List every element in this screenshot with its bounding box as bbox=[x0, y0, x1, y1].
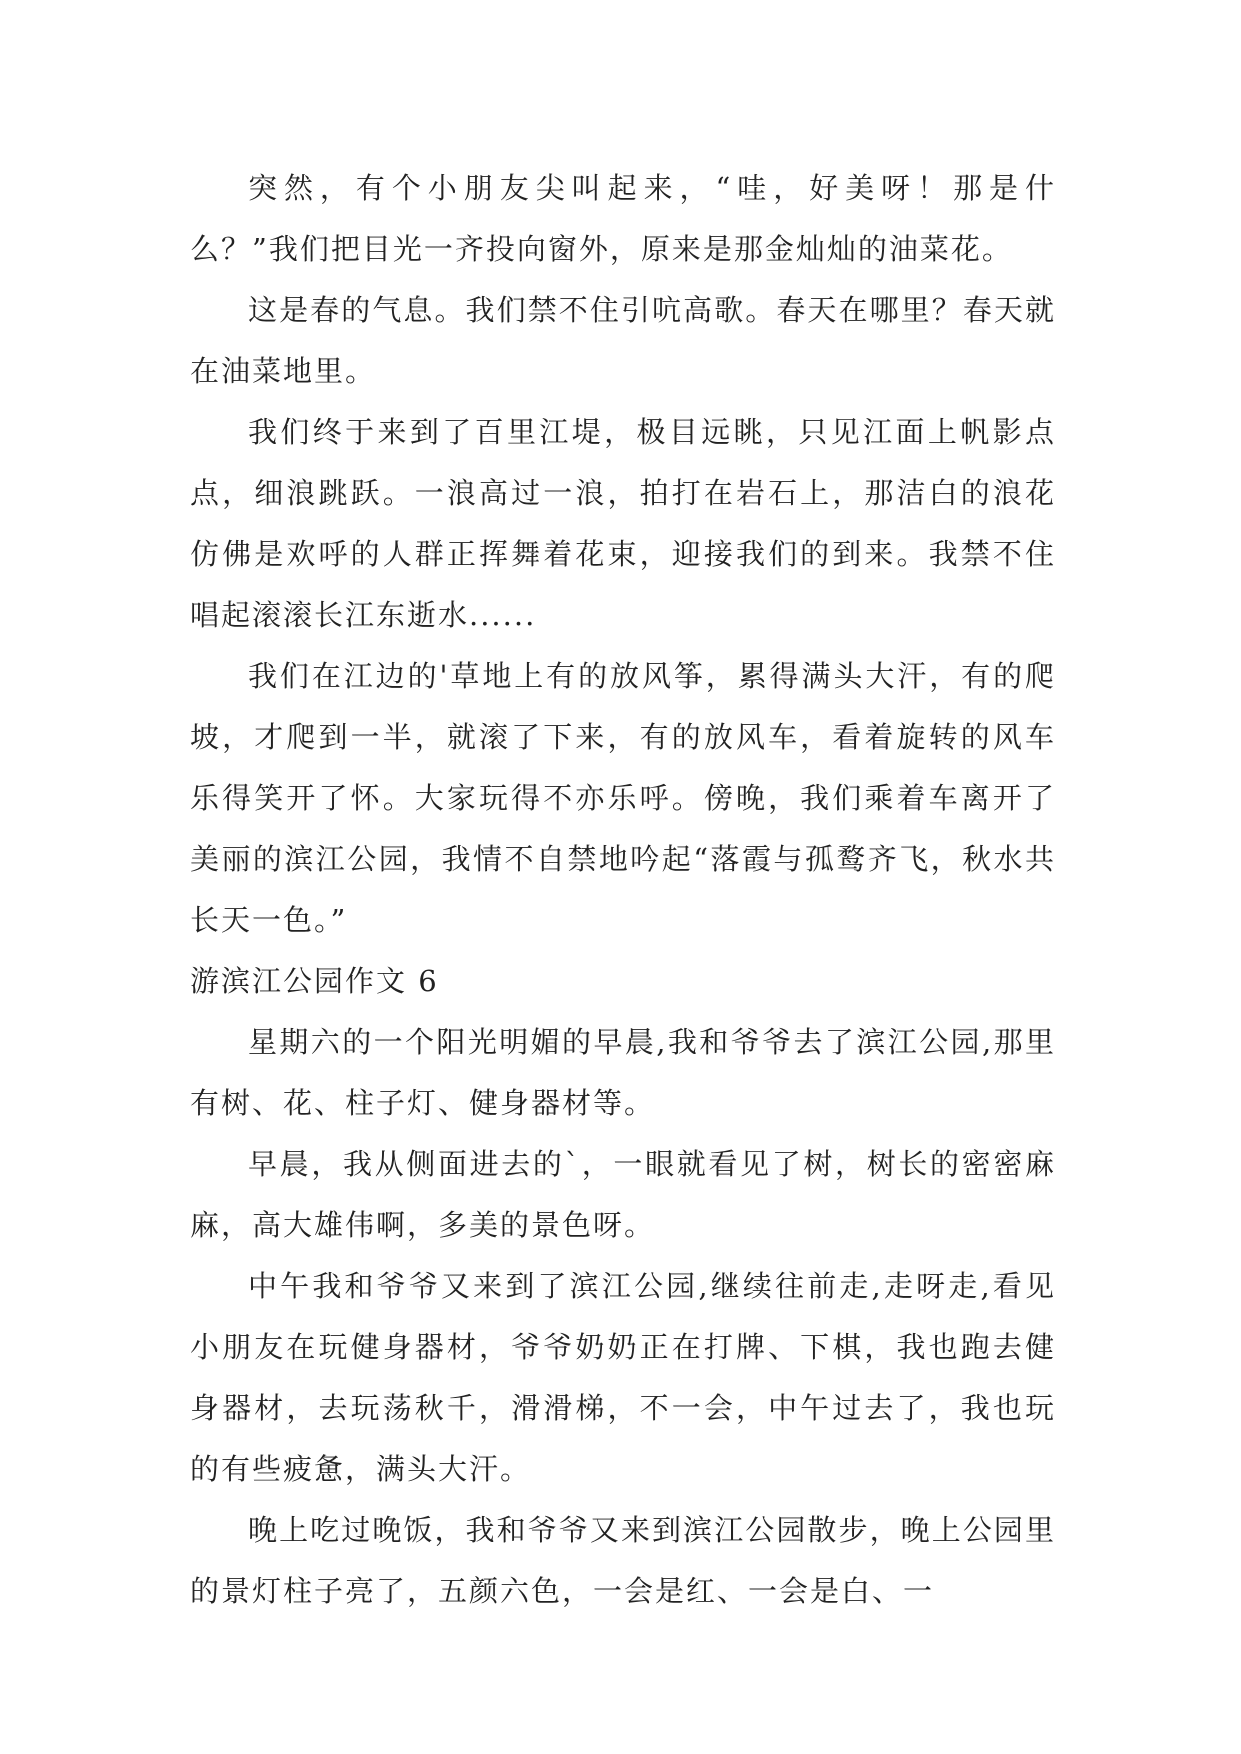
paragraph: 星期六的一个阳光明媚的早晨,我和爷爷去了滨江公园,那里有树、花、柱子灯、健身器材等。 bbox=[190, 1025, 1056, 1120]
section-title: 游滨江公园作文 6 bbox=[190, 964, 439, 998]
paragraph: 这是春的气息。我们禁不住引吭高歌。春天在哪里？春天就在油菜地里。 bbox=[190, 293, 1056, 388]
paragraph: 我们在江边的'草地上有的放风筝，累得满头大汗，有的爬坡，才爬到一半，就滚了下来，有的放风车，看着旋转的风车乐得笑开了怀。大家玩得不亦乐呼。傍晚，我们乘着车离开了美丽的滨江公园，我情不自禁地吟起“落霞与孤鹜齐飞，秋水共长天一色。” bbox=[190, 659, 1056, 937]
paragraph: 突然，有个小朋友尖叫起来，“哇，好美呀！那是什么？”我们把目光一齐投向窗外，原来是那金灿灿的油菜花。 bbox=[190, 171, 1056, 266]
paragraph: 我们终于来到了百里江堤，极目远眺，只见江面上帆影点点，细浪跳跃。一浪高过一浪，拍打在岩石上，那洁白的浪花仿佛是欢呼的人群正挥舞着花束，迎接我们的到来。我禁不住唱起滚滚长江东逝水...... bbox=[190, 415, 1056, 632]
paragraph: 晚上吃过晚饭，我和爷爷又来到滨江公园散步，晚上公园里的景灯柱子亮了，五颜六色，一会是红、一会是白、一 bbox=[190, 1513, 1056, 1608]
paragraph: 早晨，我从侧面进去的`，一眼就看见了树，树长的密密麻麻，高大雄伟啊，多美的景色呀。 bbox=[190, 1147, 1056, 1242]
document-page bbox=[190, 158, 1056, 1622]
paragraph: 中午我和爷爷又来到了滨江公园,继续往前走,走呀走,看见小朋友在玩健身器材，爷爷奶奶正在打牌、下棋，我也跑去健身器材，去玩荡秋千，滑滑梯，不一会，中午过去了，我也玩的有些疲惫，满头大汗。 bbox=[190, 1269, 1056, 1486]
